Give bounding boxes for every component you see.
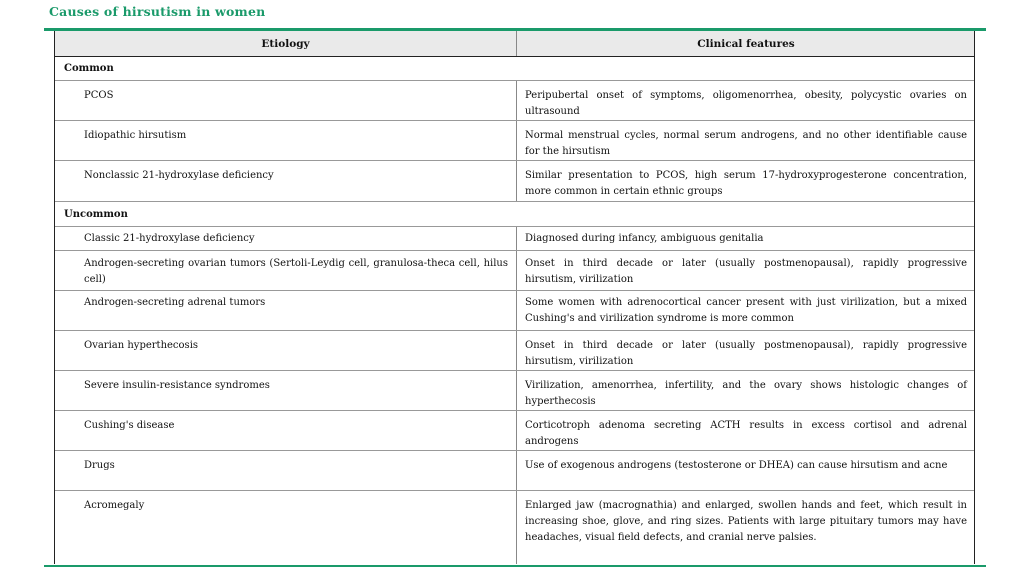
- clinical-cell: Onset in third decade or later (usually postmenopausal), rapidly progressive hirsutism, virilization: [525, 340, 967, 367]
- hirsutism-table: [54, 31, 975, 564]
- etiology-cell: Acromegaly: [84, 500, 145, 511]
- header-clinical-features: Clinical features: [697, 38, 795, 50]
- etiology-cell: Nonclassic 21-hydroxylase deficiency: [84, 170, 274, 181]
- table-row: [55, 411, 974, 451]
- clinical-cell: Onset in third decade or later (usually postmenopausal), rapidly progressive hirsutism, virilization: [525, 258, 967, 285]
- etiology-cell: Cushing's disease: [84, 420, 175, 431]
- clinical-cell: Use of exogenous androgens (testosterone or DHEA) can cause hirsutism and acne: [525, 460, 948, 471]
- clinical-cell: Some women with adrenocortical cancer present with just virilization, but a mixed Cushing's and virilization syndrome is more common: [525, 297, 967, 324]
- table-row: [55, 251, 974, 291]
- table-row: [55, 121, 974, 161]
- clinical-cell: Similar presentation to PCOS, high serum 17-hydroxyprogesterone concentration, more common in certain ethnic groups: [525, 170, 967, 197]
- table-row: [55, 81, 974, 121]
- clinical-cell: Virilization, amenorrhea, infertility, and the ovary shows histologic changes of hyperthecosis: [525, 380, 967, 407]
- etiology-cell: Ovarian hyperthecosis: [84, 340, 199, 351]
- etiology-cell: Drugs: [84, 460, 115, 471]
- table-row: [55, 331, 974, 371]
- etiology-cell: Idiopathic hirsutism: [84, 130, 187, 141]
- etiology-cell: PCOS: [84, 90, 114, 101]
- table-row: [55, 161, 974, 202]
- clinical-cell: Enlarged jaw (macrognathia) and enlarged, swollen hands and feet, which result in increasing shoe, glove, and ring sizes. Patients with large pituitary tumors may have headaches, visual field defects, and cranial nerve palsies.: [525, 500, 967, 543]
- clinical-cell: Diagnosed during infancy, ambiguous genitalia: [525, 233, 764, 244]
- etiology-cell: Androgen-secreting adrenal tumors: [84, 297, 266, 308]
- table-header: [55, 31, 974, 57]
- table-row: [55, 227, 974, 251]
- clinical-cell: Normal menstrual cycles, normal serum androgens, and no other identifiable cause for the hirsutism: [525, 130, 967, 157]
- header-etiology: Etiology: [261, 38, 310, 50]
- table-row: [55, 291, 974, 331]
- section-common: Common: [55, 57, 974, 81]
- bottom-rule: [44, 565, 986, 567]
- clinical-cell: Peripubertal onset of symptoms, oligomenorrhea, obesity, polycystic ovaries on ultrasound: [525, 90, 967, 117]
- section-uncommon: Uncommon: [55, 202, 974, 227]
- clinical-cell: Corticotroph adenoma secreting ACTH results in excess cortisol and adrenal androgens: [525, 420, 967, 447]
- table-row: [55, 491, 974, 564]
- etiology-cell: Androgen-secreting ovarian tumors (Sertoli-Leydig cell, granulosa-theca cell, hilus cell): [84, 258, 508, 285]
- page-title: Causes of hirsutism in women: [49, 4, 266, 19]
- table-row: [55, 451, 974, 491]
- etiology-cell: Severe insulin-resistance syndromes: [84, 380, 270, 391]
- table-row: [55, 371, 974, 411]
- etiology-cell: Classic 21-hydroxylase deficiency: [84, 233, 255, 244]
